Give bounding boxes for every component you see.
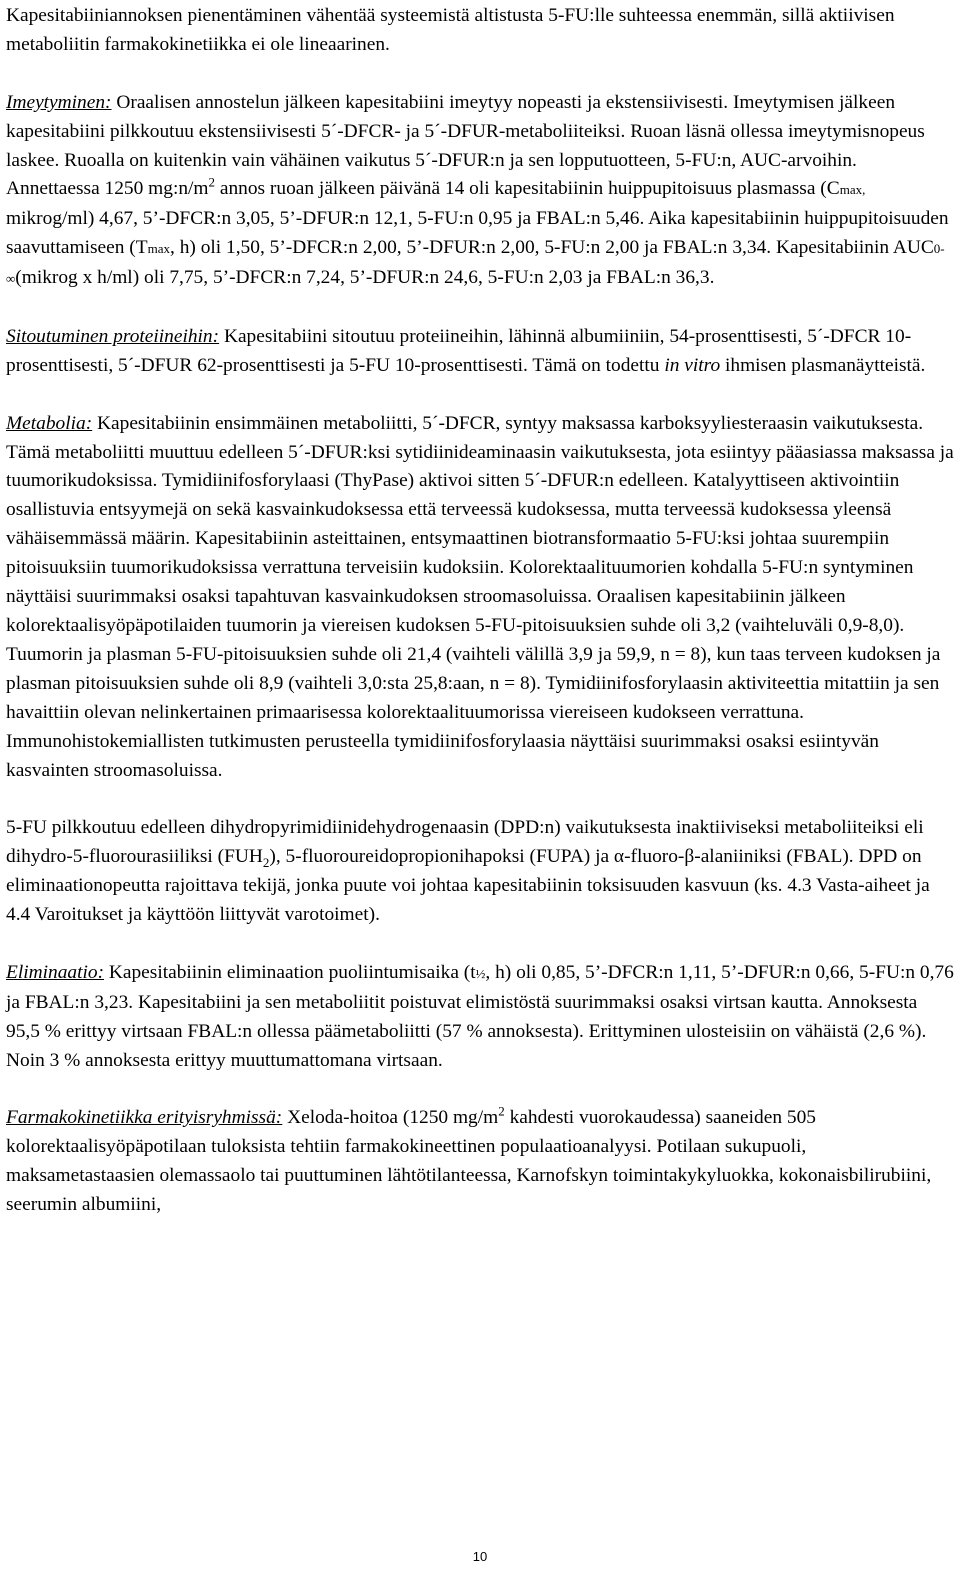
paragraph-text: , h) oli 1,50, 5’-DFCR:n 2,00, 5’-DFUR:n 2,00, 5-FU:n 2,00 ja FBAL:n 3,34. Kapesitabiinin AUC [170,237,934,259]
paragraph-text: Xeloda-hoitoa (1250 mg/m [282,1107,499,1129]
paragraph-text: Kapesitabiinin eliminaation puoliintumisaika (t [104,961,476,983]
paragraph-special-populations [6,1104,954,1220]
paragraph-elimination [6,959,954,1076]
subscript-cmax: max, [839,182,866,198]
paragraph-text: , h) oli 0,85, 5’-DFCR:n 1,11, 5’-DFUR:n 0,66, 5-FU:n 0,76 ja FBAL:n 3,23. Kapesitabiini ja sen metaboliitit poistuvat elimistöstä suurimmaksi osaksi virtsan kautta. Annoksesta 95,5 % erittyy virtsaan FBAL:n ollessa päämetaboliitti (57 % annoksesta). Erittyminen ulosteisiin on vähäistä (2,6 %). Noin 3 % annoksesta erittyy muuttumattomana virtsaan. [6,961,954,1071]
paragraph-protein-binding [6,323,954,381]
paragraph-text: mikrog/ml) 4,67, 5’-DFCR:n 3,05, 5’-DFUR:n 12,1, 5-FU:n 0,95 ja FBAL:n 5,46. Aika kapesitabiinin huippupitoisuuden saavuttamiseen (T [6,208,949,259]
section-heading-special-populations: Farmakokinetiikka erityisryhmissä: [6,1107,283,1129]
paragraph-text: annos ruoan jälkeen päivänä 14 oli kapesitabiinin huippupitoisuus plasmassa (C [215,178,840,200]
section-heading-elimination: Eliminaatio: [6,961,105,983]
paragraph-text: Kapesitabiinin ensimmäinen metaboliitti, 5´-DFCR, syntyy maksassa karboksyyliesteraasin vaikutuksesta. Tämä metaboliitti muuttuu edelleen 5´-DFUR:ksi sytidiinideaminaasin vaikutuksesta, jota esiintyy pääasiassa maksassa ja tuumorikudoksissa. Tymidiinifosforylaasi (ThyPase) aktivoi sitten 5´-DFUR:n edelleen. Katalyyttiseen aktivointiin osallistuvia entsyymejä on sekä kasvainkudoksessa että terveessä kudoksessa, mutta terveessä kudoksessa yleensä vähäisemmässä määrin. Kapesitabiinin asteittainen, entsymaattinen biotransformaatio 5-FU:ksi johtaa suurempiin pitoisuuksiin tuumorikudoksissa verrattuna terveisiin kudoksiin. Kolorektaalituumorien kohdalla 5-FU:n syntyminen näyttäisi suurimmaksi osaksi tapahtuvan kasvainkudoksen stroomasoluissa. Oraalisen kapesitabiinin jälkeen kolorektaalisyöpäpotilaiden tuumorin ja viereisen kudoksen 5-FU-pitoisuuksien suhde oli 3,2 (vaihteluväli 0,9-8,0). Tuumorin ja plasman 5-FU-pitoisuuksien suhde oli 21,4 (vaihteli välillä 3,9 ja 59,9, n = 8), kun taas terveen kudoksen ja plasman pitoisuuksien suhde oli 8,9 (vaihteli 3,0:sta 25,8:aan, n = 8). Tymidiinifosforylaasin aktiviteettia mitattiin ja sen havaittiin olevan nelinkertainen primaarisessa kolorektaalituumorissa viereiseen kudokseen verrattuna. Immunohistokemiallisten tutkimusten perusteella tymidiinifosforylaasia näyttäisi suurimmaksi osaksi esiintyvän kasvainten stroomasoluissa. [6,412,954,781]
document-page [6,2,954,1220]
paragraph-text: 5-FU pilkkoutuu edelleen dihydropyrimidiinidehydrogenaasin (DPD:n) vaikutuksesta inaktiiviseksi metaboliiteiksi eli dihydro-5-fluorourasiiliksi (FUH [6,817,924,868]
section-heading-protein-binding: Sitoutuminen proteiineihin: [6,325,220,347]
paragraph-dpd [6,814,954,930]
section-heading-metabolism: Metabolia: [6,412,93,434]
subscript: 2 [262,855,270,871]
subscript-half: ½ [475,965,486,981]
paragraph-text: Kapesitabiiniannoksen pienentäminen vähentää systeemistä altistusta 5-FU:lle suhteessa enemmän, sillä aktiivisen metaboliitin farmakokinetiikka ei ole lineaarinen. [6,5,895,55]
paragraph-absorption [6,89,954,294]
paragraph-text: ihmisen plasmanäytteistä. [720,354,926,376]
superscript: 2 [498,1103,505,1119]
paragraph-metabolism [6,410,954,786]
section-heading-absorption: Imeytyminen: [6,91,112,113]
paragraph-text: (mikrog x h/ml) oli 7,75, 5’-DFCR:n 7,24, 5’-DFUR:n 24,6, 5-FU:n 2,03 ja FBAL:n 36,3. [15,267,715,289]
paragraph-dose-reduction [6,2,954,60]
paragraph-text: ), 5-fluoroureidopropionihapoksi (FUPA) ja α-fluoro-β-alaniiniksi (FBAL). DPD on eliminaationopeutta rajoittava tekijä, jonka puute voi johtaa kapesitabiinin toksisuuden kasvuun (ks. 4.3 Vasta-aiheet ja 4.4 Varoitukset ja käyttöön liittyvät varotoimet). [6,846,930,926]
paragraph-text: kahdesti vuorokaudessa) saaneiden 505 kolorektaalisyöpäpotilaan tuloksista tehtiin farmakokineettinen populaatioanalyysi. Potilaan sukupuoli, maksametastaasien olemassaolo tai puuttuminen lähtötilanteessa, Karnofskyn toimintakykyluokka, kokonaisbilirubiini, seerumin albumiini, [6,1107,932,1216]
paragraph-text: Kapesitabiini sitoutuu proteiineihin, lähinnä albumiiniin, 54-prosenttisesti, 5´-DFCR 10-prosenttisesti, 5´-DFUR 62-prosenttisesti ja 5-FU 10-prosenttisesti. Tämä on todettu [6,325,912,376]
superscript: 2 [208,174,215,190]
subscript-tmax: max [147,241,170,257]
page-number: 10 [472,1549,488,1564]
subscript-auc: 0-∞ [6,241,945,287]
italic-term: in vitro [664,354,721,376]
paragraph-text: Oraalisen annostelun jälkeen kapesitabiini imeytyy nopeasti ja ekstensiivisesti. Imeytymisen jälkeen kapesitabiini pilkkoutuu ekstensiivisesti 5´-DFCR- ja 5´-DFUR-metaboliiteiksi. Ruoan läsnä ollessa imeytymisnopeus laskee. Ruoalla on kuitenkin vain vähäinen vaikutus 5´-DFUR:n ja sen lopputuotteen, 5-FU:n, AUC-arvoihin. Annettaessa 1250 mg:n/m [6,91,925,200]
